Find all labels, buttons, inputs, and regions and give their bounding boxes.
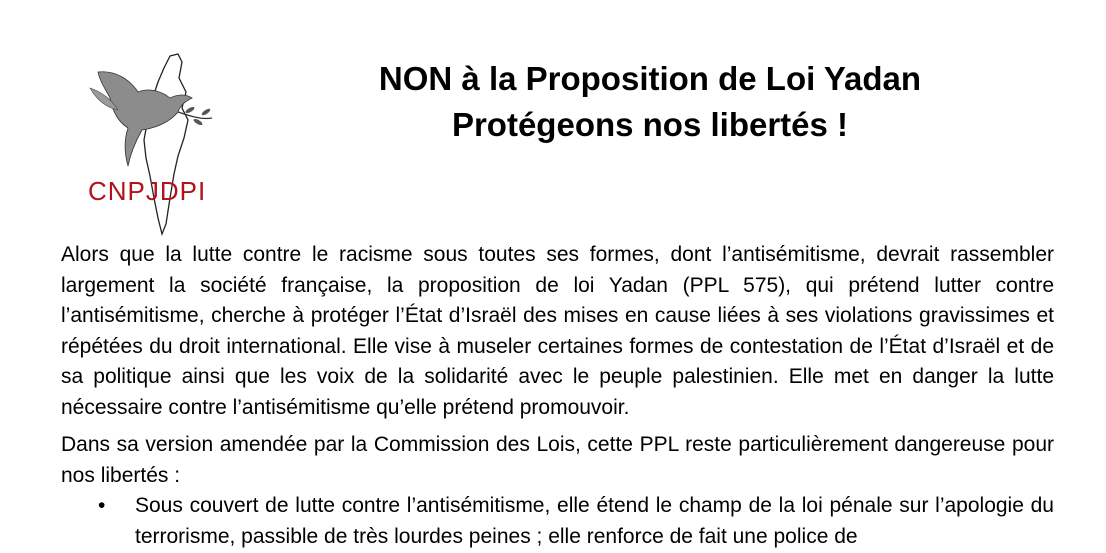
bullet-text: Sous couvert de lutte contre l’antisémitisme, elle étend le champ de la loi pénale sur l’apologie du terrorisme, passible de très lourdes peines ; elle renforce de fait une police de	[135, 494, 1054, 548]
document-body	[61, 240, 1054, 552]
title-line-1: NON à la Proposition de Loi Yadan	[378, 60, 922, 97]
paragraph: Dans sa version amendée par la Commission des Lois, cette PPL reste particulièrement dangereuse pour nos libertés :	[61, 433, 1054, 487]
bullet-list	[61, 491, 1054, 552]
bullet-item	[61, 491, 1054, 552]
document-title	[300, 56, 1000, 148]
bullet-icon: •	[98, 494, 106, 517]
logo-text: CNPJDPI	[88, 176, 207, 206]
dove-map-icon	[78, 48, 228, 238]
title-line-2: Protégeons nos libertés !	[451, 106, 849, 143]
cnpjdpi-logo	[78, 48, 228, 238]
paragraph: Alors que la lutte contre le racisme sous toutes ses formes, dont l’antisémitisme, devrait rassembler largement la société française, la proposition de loi Yadan (PPL 575), qui prétend lutter contre l’antisémitisme, cherche à protéger l’État d’Israël des mises en cause liées à ses violations gravissimes et répétées du droit international. Elle vise à museler certaines formes de contestation de l’État d’Israël et de sa politique ainsi que les voix de la solidarité avec le peuple palestinien. Elle met en danger la lutte nécessaire contre l’antisémitisme qu’elle prétend promouvoir.	[61, 243, 1054, 419]
